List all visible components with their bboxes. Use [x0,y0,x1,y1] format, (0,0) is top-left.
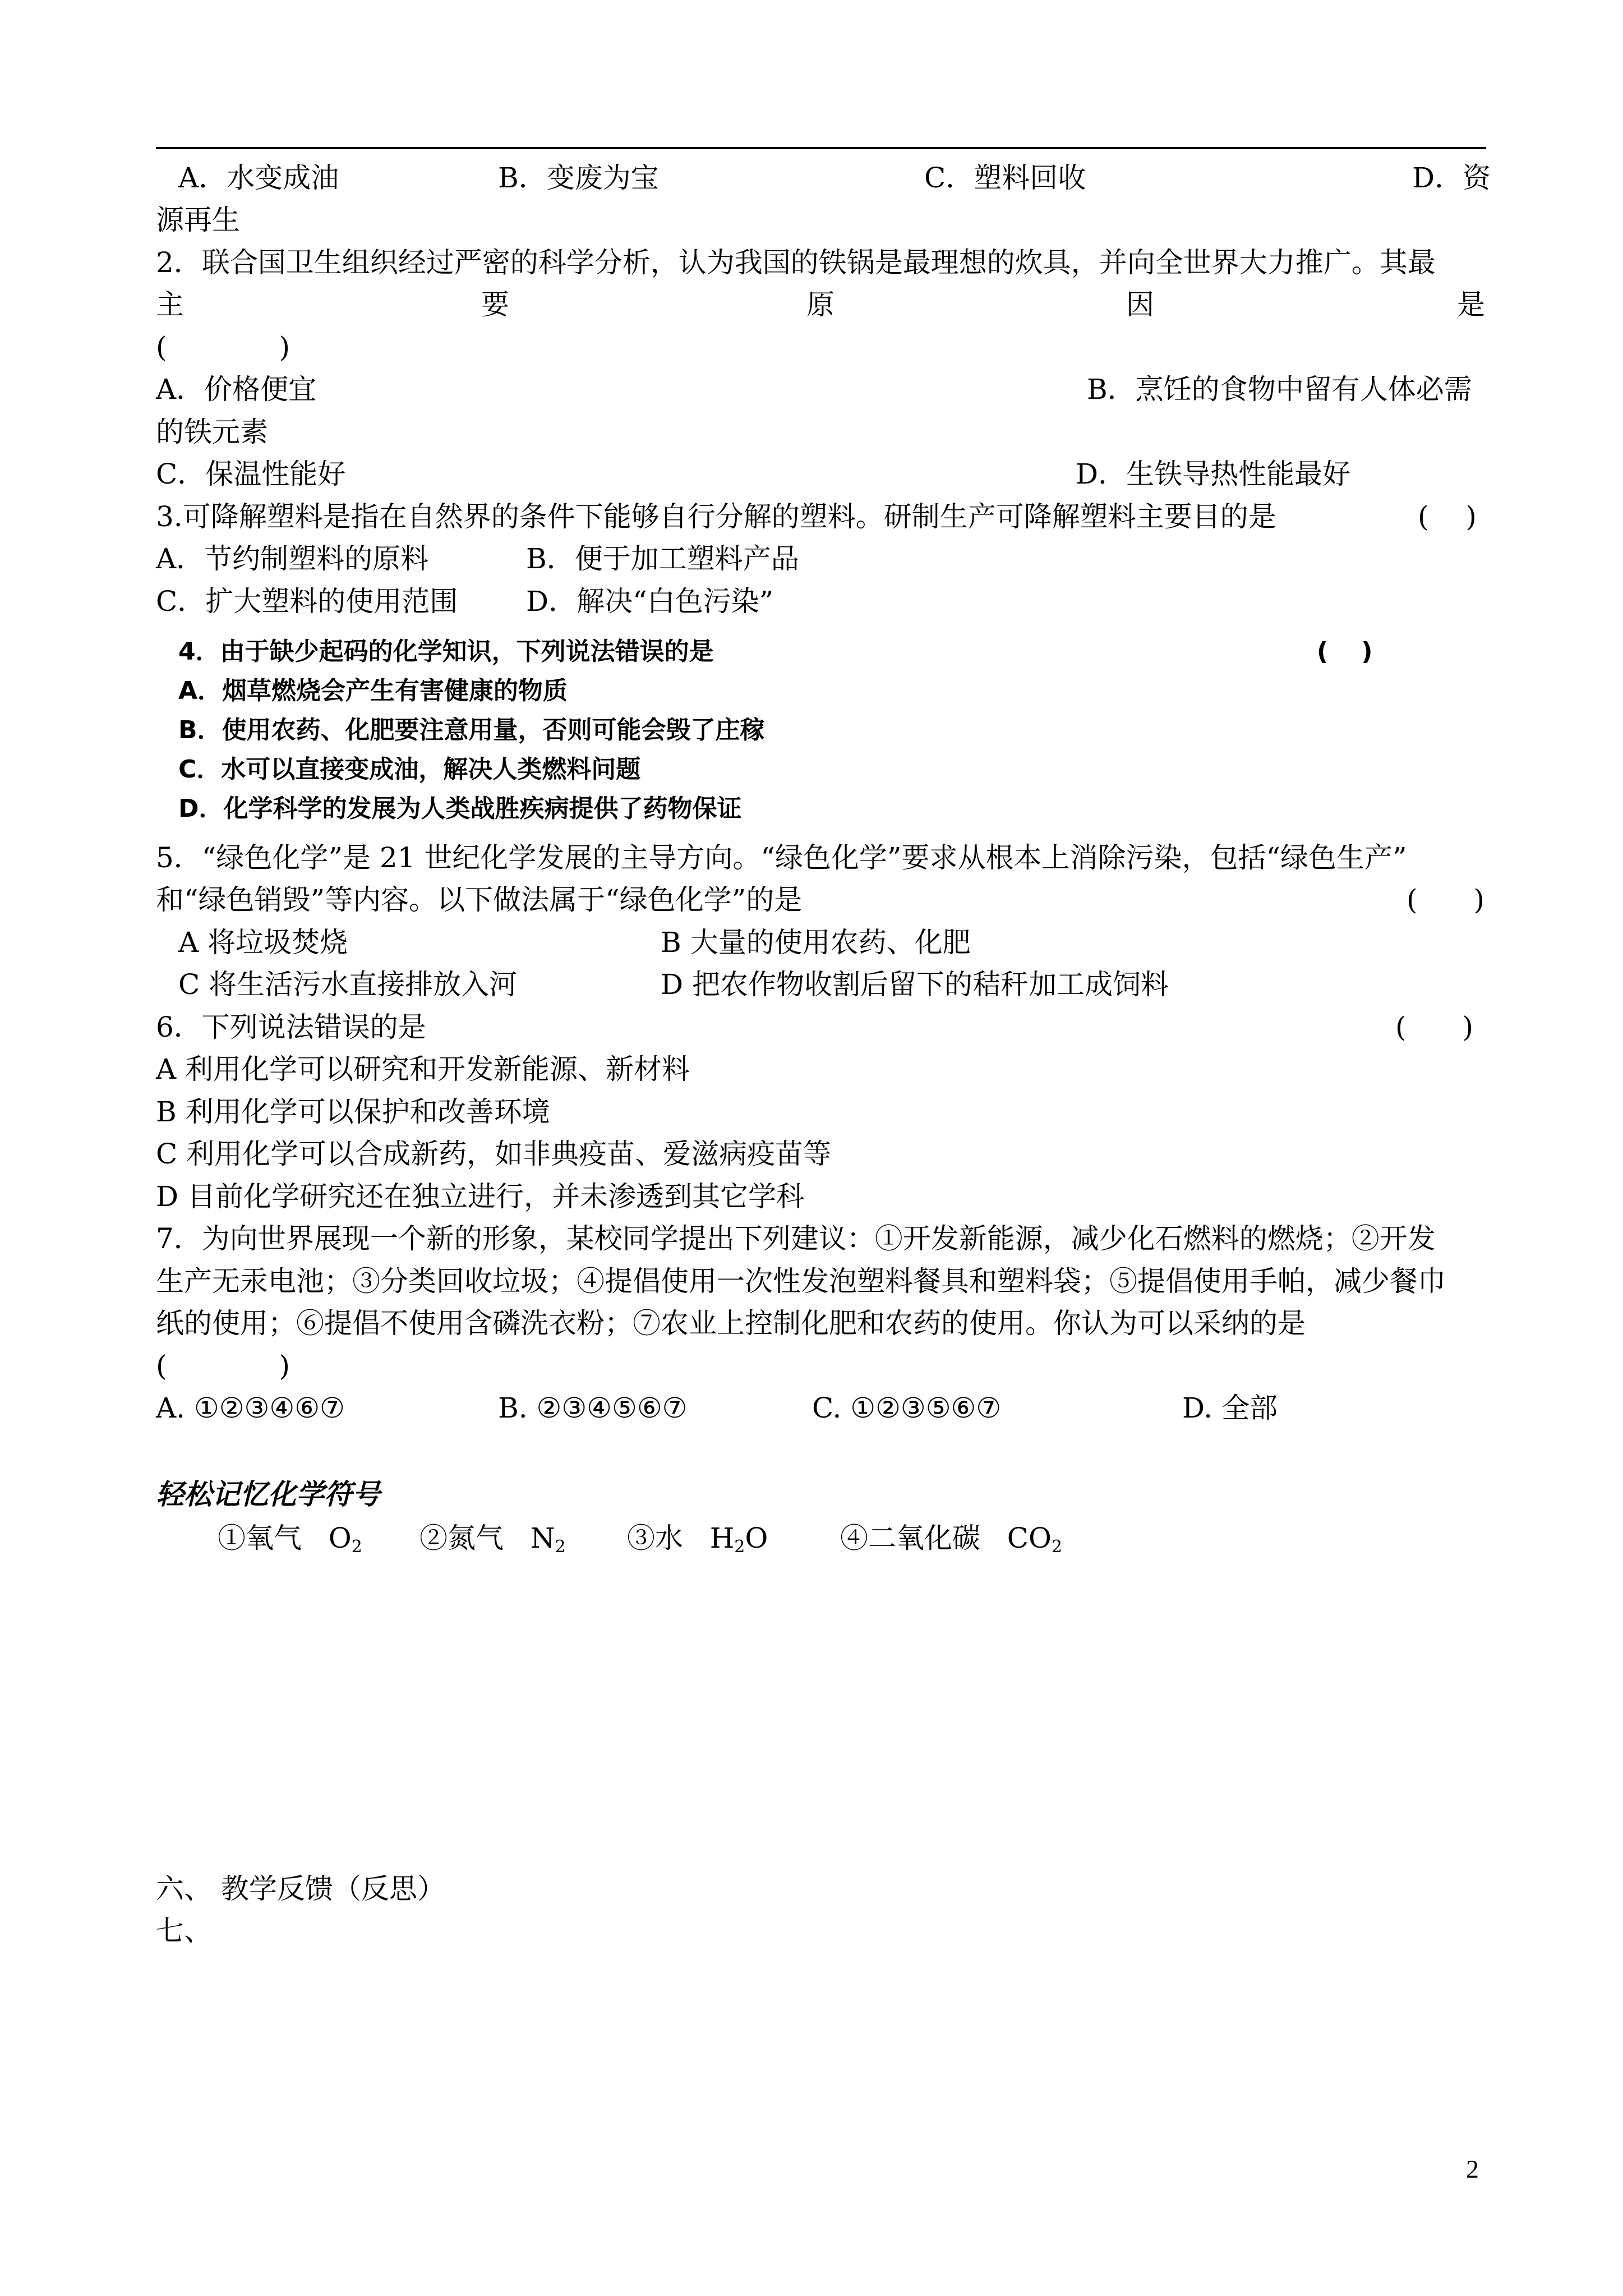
q7-option-b: B. ②③④⑤⑥⑦ [498,1392,688,1424]
q2-stem-word: 要 [481,288,509,321]
symbol-item-water [627,1520,768,1556]
q6-option-d: D 目前化学研究还在独立进行，并未渗透到其它学科 [156,1180,804,1213]
q7-stem-line2: 生产无汞电池；③分类回收垃圾；④提倡使用一次性发泡塑料餐具和塑料袋；⑤提倡使用手帕，减少餐巾 [156,1265,1446,1297]
q5-option-d: D 把农作物收割后留下的秸秆加工成饲料 [661,968,1169,1001]
q7-stem-line1: 7．为向世界展现一个新的形象，某校同学提出下列建议：①开发新能源，减少化石燃料的燃烧；②开发 [156,1222,1436,1255]
q4-option-a: A．烟草燃烧会产生有害健康的物质 [178,677,568,705]
symbol-label: ①氧气 [218,1522,302,1554]
q6-option-b: B 利用化学可以保护和改善环境 [156,1096,550,1128]
symbol-subscript: 2 [734,1537,745,1557]
q7-option-d: D. 全部 [1182,1392,1278,1424]
q3-option-d: D．解决“白色污染” [526,585,774,618]
q5-option-a: A 将垃圾焚烧 [178,926,348,959]
q1-option-b: B．变废为宝 [498,162,659,194]
symbol-item-carbon-dioxide [840,1520,1062,1556]
q2-option-c: C．保温性能好 [156,458,346,490]
q7-stem-line3: 纸的使用；⑥提倡不使用含磷洗衣粉；⑦农业上控制化肥和农药的使用。你认为可以采纳的是 [156,1307,1306,1340]
symbol-item-oxygen [218,1520,362,1556]
symbol-formula: CO [1007,1522,1052,1554]
symbol-formula-tail: O [745,1522,768,1554]
q2-option-b: B．烹饪的食物中留有人体必需 [1087,373,1472,406]
symbol-formula: O [328,1522,352,1554]
q1-option-d: D．资 [1412,162,1491,194]
page-number: 2 [1466,2155,1479,2183]
q4-answer-paren: ( ) [1317,637,1373,666]
q1-option-a: A．水变成油 [178,162,339,194]
q2-option-a: A．价格便宜 [156,373,317,406]
section-six-heading: 六、 教学反馈（反思） [156,1872,445,1905]
q2-stem-word: 因 [1126,288,1154,321]
q6-option-a: A 利用化学可以研究和开发新能源、新材料 [156,1053,690,1085]
q2-option-b-cont: 的铁元素 [156,416,268,448]
q2-stem-word: 原 [806,288,834,321]
q5-stem-line1: 5．“绿色化学”是 21 世纪化学发展的主导方向。“绿色化学”要求从根本上消除污染，包括“绿色生产” [156,841,1407,874]
symbol-subscript: 2 [1051,1537,1063,1557]
q1-option-d-cont: 源再生 [156,204,240,236]
symbol-formula: H [709,1522,735,1554]
symbol-label: ②氮气 [419,1522,504,1554]
q5-answer-paren: ( ) [1407,884,1485,916]
section-seven-heading: 七、 [156,1915,212,1947]
q3-option-b: B．便于加工塑料产品 [526,542,799,575]
q7-option-c: C. ①②③⑤⑥⑦ [812,1392,1002,1424]
q7-answer-paren: ( ) [156,1350,291,1382]
q4-option-d: D．化学科学的发展为人类战胜疾病提供了药物保证 [178,794,742,823]
q7-option-a: A. ①②③④⑥⑦ [156,1392,345,1424]
q6-option-c: C 利用化学可以合成新药，如非典疫苗、爱滋病疫苗等 [156,1138,832,1170]
q3-option-c: C．扩大塑料的使用范围 [156,585,458,618]
q1-option-c: C．塑料回收 [924,162,1086,194]
symbol-subscript: 2 [555,1537,566,1557]
q6-answer-paren: ( ) [1395,1011,1474,1043]
q5-option-b: B 大量的使用农药、化肥 [661,926,971,959]
q2-answer-paren: ( ) [156,331,291,364]
q2-stem-word: 主 [156,288,184,321]
q5-option-c: C 将生活污水直接排放入河 [178,968,518,1001]
q2-stem-word: 是 [1457,288,1485,321]
symbol-subscript: 2 [351,1537,362,1557]
symbol-label: ④二氧化碳 [840,1522,980,1554]
q3-answer-paren: ( ) [1418,500,1477,533]
header-rule [156,147,1486,149]
q5-stem-line2: 和“绿色销毁”等内容。以下做法属于“绿色化学”的是 [156,884,803,916]
symbol-item-nitrogen [419,1520,566,1556]
symbol-label: ③水 [627,1522,683,1554]
q4-stem: 4．由于缺少起码的化学知识，下列说法错误的是 [178,637,714,666]
symbols-title: 轻松记忆化学符号 [156,1478,380,1511]
q2-option-d: D．生铁导热性能最好 [1076,458,1351,490]
symbol-formula: N [530,1522,555,1554]
q4-option-c: C．水可以直接变成油，解决人类燃料问题 [178,755,641,784]
q4-option-b: B．使用农药、化肥要注意用量，否则可能会毁了庄稼 [178,716,765,744]
q3-stem: 3.可降解塑料是指在自然界的条件下能够自行分解的塑料。研制生产可降解塑料主要目的是 [156,500,1276,533]
q3-option-a: A．节约制塑料的原料 [156,542,429,575]
q6-stem: 6．下列说法错误的是 [156,1011,426,1043]
q2-stem-line1: 2．联合国卫生组织经过严密的科学分析，认为我国的铁锅是最理想的炊具，并向全世界大力推广。其最 [156,246,1436,279]
